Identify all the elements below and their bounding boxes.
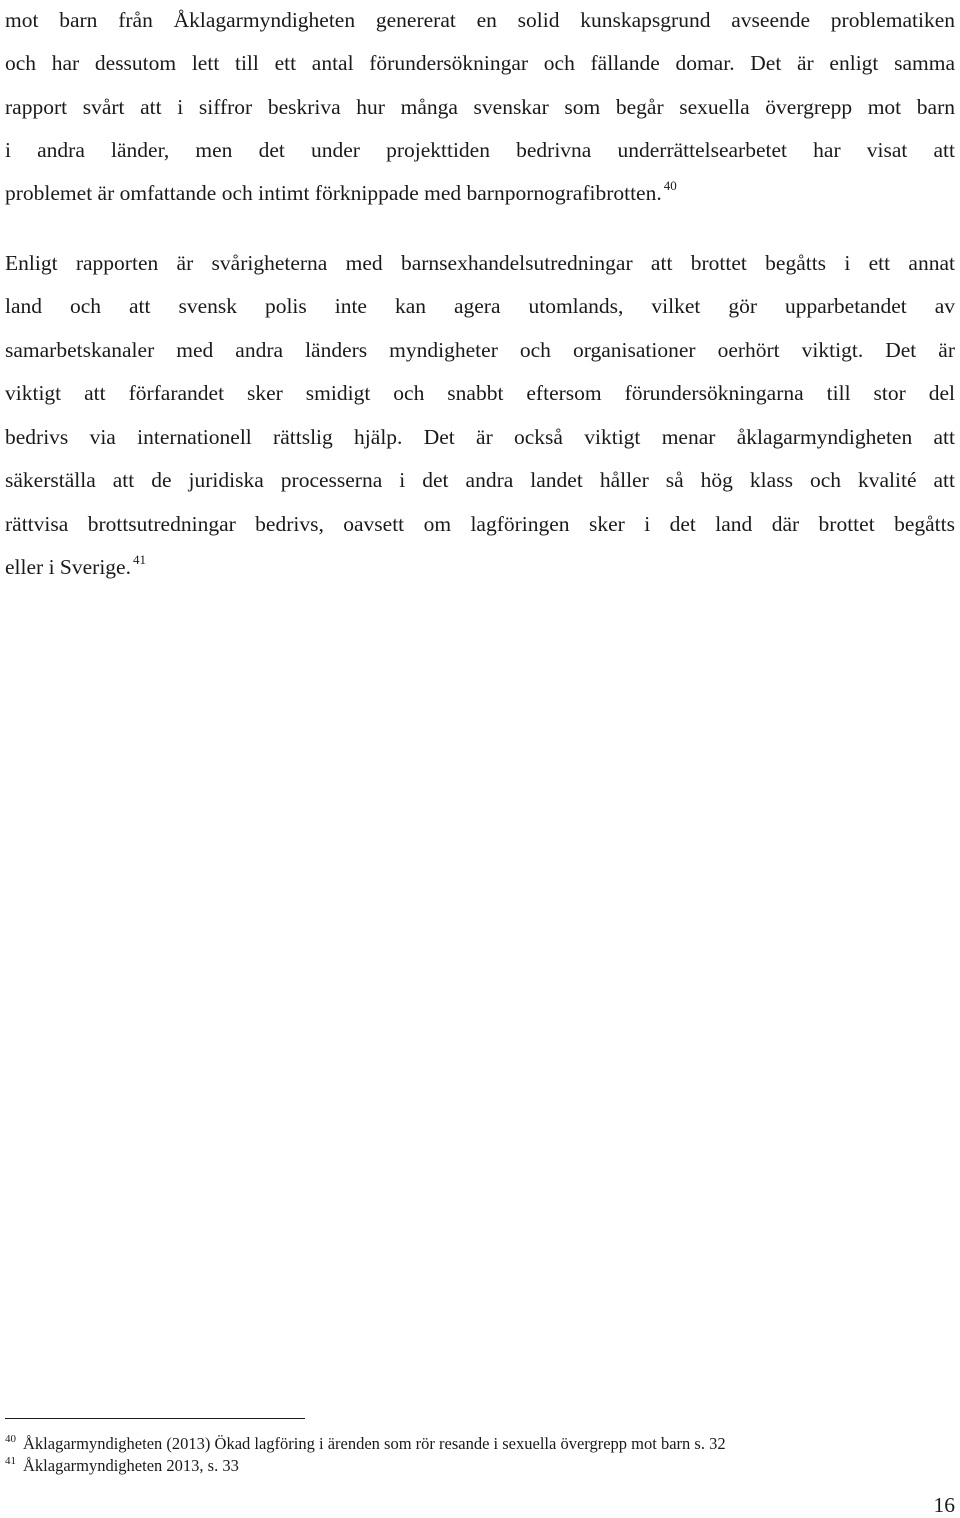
text-line: land och att svensk polis inte kan agera utomlands, vilket gör upparbetandet av	[5, 294, 955, 318]
footnote-item	[5, 1456, 239, 1478]
footnote-text: Åklagarmyndigheten (2013) Ökad lagföring i ärenden som rör resande i sexuella övergrepp mot barn s. 32	[23, 1434, 726, 1453]
text-line-last	[5, 554, 955, 583]
text-line: bedrivs via internationell rättslig hjälp. Det är också viktigt menar åklagarmyndigheten att	[5, 425, 955, 449]
text-line: rättvisa brottsutredningar bedrivs, oavsett om lagföringen sker i det land där brottet begåtts	[5, 512, 955, 536]
footnote-divider	[5, 1418, 305, 1419]
footnote-text: Åklagarmyndigheten 2013, s. 33	[23, 1456, 239, 1475]
text-line: och har dessutom lett till ett antal förundersökningar och fällande domar. Det är enligt samma	[5, 51, 955, 75]
page-number: 16	[933, 1493, 955, 1517]
text-line: viktigt att förfarandet sker smidigt och snabbt eftersom förundersökningarna till stor del	[5, 381, 955, 405]
footnote-reference: 40	[663, 178, 677, 193]
text-line: samarbetskanaler med andra länders myndigheter och organisationer oerhört viktigt. Det är	[5, 338, 955, 362]
footnote-number: 40	[5, 1433, 16, 1445]
text-line-content: problemet är omfattande och intimt förknippade med barnpornografibrotten.	[5, 181, 662, 205]
text-line: i andra länder, men det under projekttiden bedrivna underrättelsearbetet har visat att	[5, 138, 955, 162]
footnote-item	[5, 1434, 726, 1456]
text-line: Enligt rapporten är svårigheterna med barnsexhandelsutredningar att brottet begåtts i ett annat	[5, 251, 955, 275]
footnote-number: 41	[5, 1455, 16, 1467]
footnote-reference: 41	[132, 552, 146, 567]
text-line: säkerställa att de juridiska processerna i det andra landet håller så hög klass och kvalité att	[5, 468, 955, 492]
text-line-content: eller i Sverige.	[5, 555, 131, 579]
text-line: rapport svårt att i siffror beskriva hur många svenskar som begår sexuella övergrepp mot barn	[5, 95, 955, 119]
text-line-last	[5, 180, 955, 209]
text-line: mot barn från Åklagarmyndigheten genererat en solid kunskapsgrund avseende problematiken	[5, 8, 955, 32]
